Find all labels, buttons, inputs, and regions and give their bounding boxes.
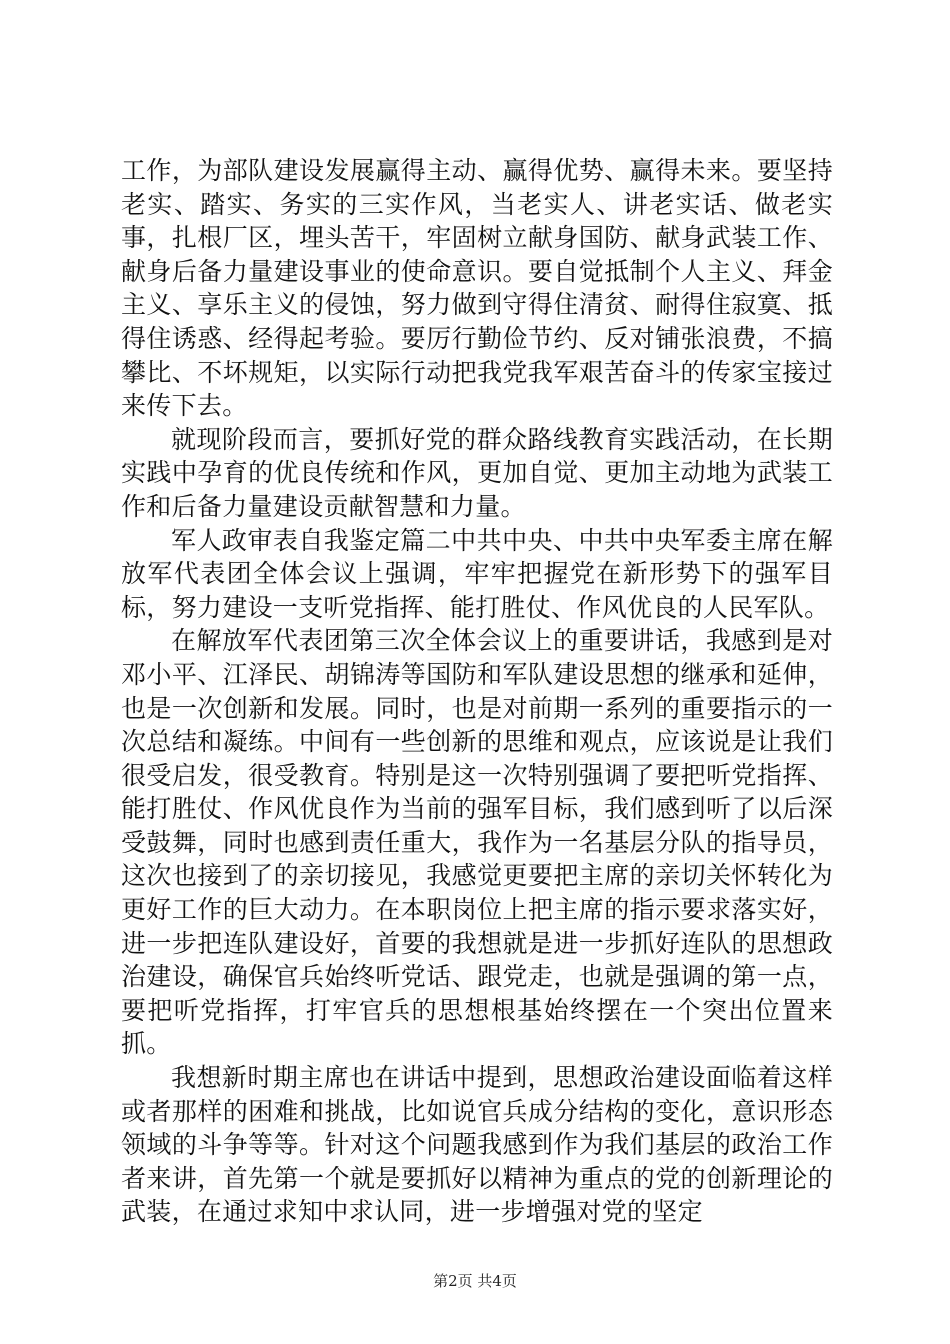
page-number: 第2页 共4页	[433, 1272, 517, 1290]
paragraph: 就现阶段而言，要抓好党的群众路线教育实践活动，在长期实践中孕育的优良传统和作风，更加自觉、更加主动地为武装工作和后备力量建设贡献智慧和力量。	[121, 424, 833, 521]
document-body	[121, 154, 833, 1229]
page-footer	[0, 1271, 950, 1291]
paragraph: 军人政审表自我鉴定篇二中共中央、中共中央军委主席在解放军代表团全体会议上强调，牢牢把握党在新形势下的强军目标，努力建设一支听党指挥、能打胜仗、作风优良的人民军队。	[121, 525, 833, 622]
paragraph: 在解放军代表团第三次全体会议上的重要讲话，我感到是对邓小平、江泽民、胡锦涛等国防和军队建设思想的继承和延伸，也是一次创新和发展。同时，也是对前期一系列的重要指示的一次总结和凝练。中间有一些创新的思维和观点，应该说是让我们很受启发，很受教育。特别是这一次特别强调了要把听党指挥、能打胜仗、作风优良作为当前的强军目标，我们感到听了以后深受鼓舞，同时也感到责任重大，我作为一名基层分队的指导员，这次也接到了的亲切接见，我感觉更要把主席的亲切关怀转化为更好工作的巨大动力。在本职岗位上把主席的指示要求落实好，进一步把连队建设好，首要的我想就是进一步抓好连队的思想政治建设，确保官兵始终听党话、跟党走，也就是强调的第一点，要把听党指挥，打牢官兵的思想根基始终摆在一个突出位置来抓。	[121, 626, 833, 1059]
paragraph: 我想新时期主席也在讲话中提到，思想政治建设面临着这样或者那样的困难和挑战，比如说官兵成分结构的变化，意识形态领域的斗争等等。针对这个问题我感到作为我们基层的政治工作者来讲，首先第一个就是要抓好以精神为重点的党的创新理论的武装，在通过求知中求认同，进一步增强对党的坚定	[121, 1063, 833, 1227]
paragraph-continuation: 工作，为部队建设发展赢得主动、赢得优势、赢得未来。要坚持老实、踏实、务实的三实作风，当老实人、讲老实话、做老实事，扎根厂区，埋头苦干，牢固树立献身国防、献身武装工作、献身后备力量建设事业的使命意识。要自觉抵制个人主义、拜金主义、享乐主义的侵蚀，努力做到守得住清贫、耐得住寂寞、抵得住诱惑、经得起考验。要厉行勤俭节约、反对铺张浪费，不搞攀比、不坏规矩，以实际行动把我党我军艰苦奋斗的传家宝接过来传下去。	[121, 156, 833, 421]
